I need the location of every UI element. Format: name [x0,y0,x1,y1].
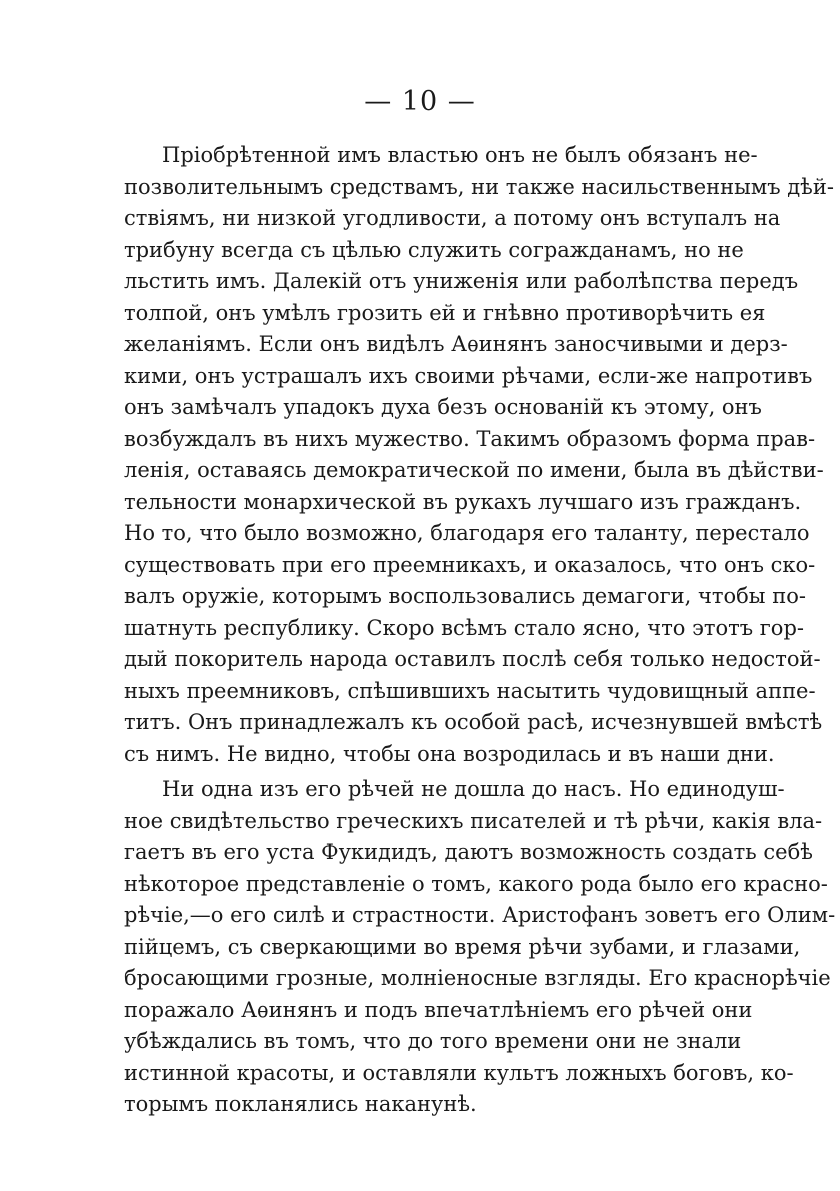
text-line: нѣкоторое представленіе о томъ, какого рода было его красно- [124,871,828,896]
text-line: желаніямъ. Если онъ видѣлъ Аѳинянъ заносчивыми и дерз- [124,332,788,356]
text-line: гаетъ въ его уста Фукидидъ, даютъ возможность создать себѣ [124,840,813,864]
text-line: толпой, онъ умѣлъ грозить ей и гнѣвно противорѣчить ея [124,300,766,325]
text-line: валъ оружіе, которымъ воспользовались демагоги, чтобы по- [124,584,806,608]
text-line: ное свидѣтельство греческихъ писателей и тѣ рѣчи, какія вла- [124,808,823,833]
body-text [124,140,836,1121]
text-line: Ни одна изъ его рѣчей не дошла до насъ. Но единодуш- [162,777,785,801]
text-line: дый покоритель народа оставилъ послѣ себя только недостой- [124,647,821,671]
text-line: шатнуть республику. Скоро всѣмъ стало ясно, что этотъ гор- [124,615,804,640]
text-line: истинной красоты, и оставляли культъ ложныхъ боговъ, ко- [124,1060,794,1085]
text-line: титъ. Онъ принадлежалъ къ особой расѣ, исчезнувшей вмѣстѣ [124,710,823,734]
text-line: ствіямъ, ни низкой угодливости, а потому онъ вступалъ на [124,206,781,230]
paragraph-2 [124,774,836,1121]
text-line: позволительнымъ средствамъ, ни также насильственнымъ дѣй- [124,174,834,199]
text-line: тельности монархической въ рукахъ лучшаго изъ гражданъ. [124,489,802,514]
text-line: убѣждались въ томъ, что до того времени они не знали [124,1029,742,1053]
text-line: ленія, оставаясь демократической по имени, была въ дѣйстви- [124,458,824,482]
text-line: пійцемъ, съ сверкающими во время рѣчи зубами, и глазами, [124,934,801,959]
text-line: ныхъ преемниковъ, спѣшившихъ насытить чудовищный аппе- [124,678,816,703]
text-line: бросающими грозные, молніеносные взгляды. Его краснорѣчіе [124,966,831,990]
text-line: поражало Аѳинянъ и подъ впечатлѣніемъ его рѣчей они [124,997,753,1022]
paragraph-1 [124,140,834,770]
text-line: съ нимъ. Не видно, чтобы она возродилась и въ наши дни. [124,741,775,766]
text-line: существовать при его преемникахъ, и оказалось, что онъ ско- [124,552,816,577]
text-line: возбуждалъ въ нихъ мужество. Такимъ образомъ форма прав- [124,426,816,451]
text-line: Но то, что было возможно, благодаря его таланту, перестало [124,521,810,545]
text-line: рѣчіе,—о его силѣ и страстности. Аристофанъ зоветъ его Олим- [124,903,836,927]
text-line: онъ замѣчалъ упадокъ духа безъ основаній къ этому, онъ [124,395,762,419]
text-line: трибуну всегда съ цѣлью служить согражданамъ, но не [124,237,744,262]
text-line: Пріобрѣтенной имъ властью онъ не былъ обязанъ не- [162,143,758,167]
text-line: торымъ покланялись наканунѣ. [124,1092,477,1116]
text-line: кими, онъ устрашалъ ихъ своими рѣчами, если-же напротивъ [124,363,813,388]
text-line: льстить имъ. Далекій отъ униженія или раболѣпства передъ [124,269,799,293]
page-number: — 10 — [364,86,476,117]
